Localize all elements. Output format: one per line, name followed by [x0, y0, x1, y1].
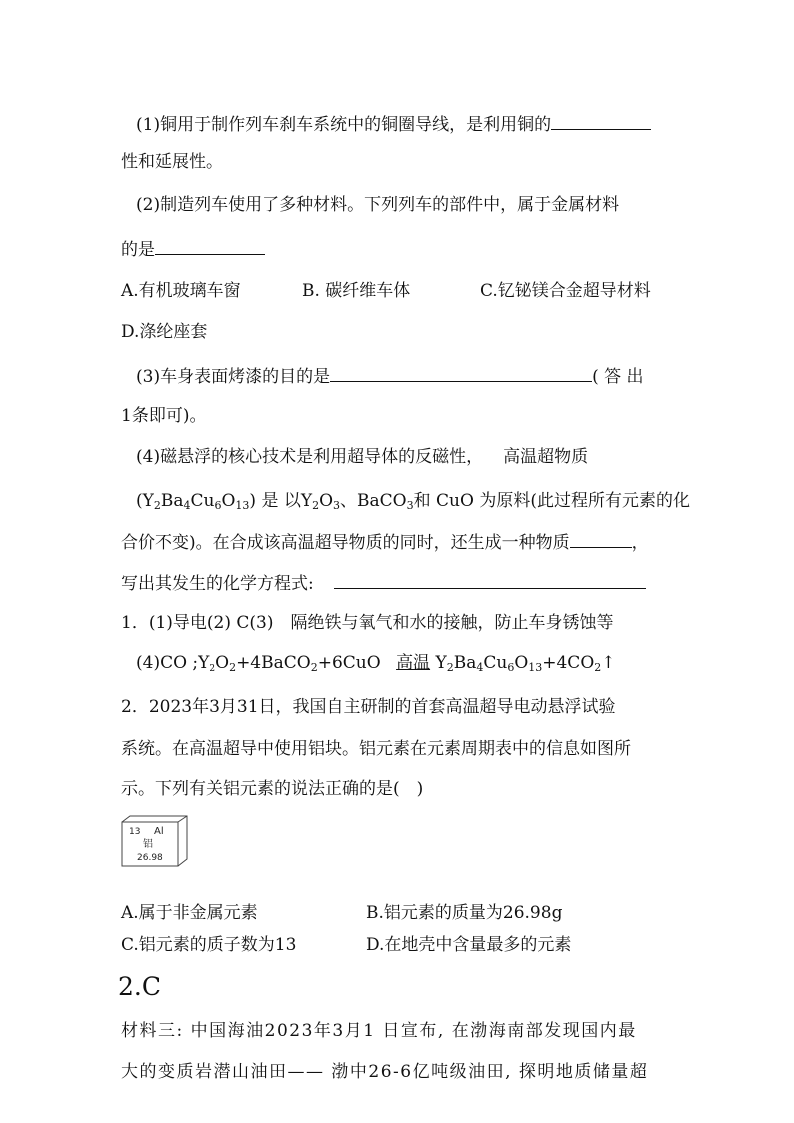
answer-2: 2.C: [118, 972, 161, 1001]
q1-part4-line1: (4)磁悬浮的核心技术是利用超导体的反磁性， 高温超物质: [136, 447, 589, 467]
q2-line2: 系统。在高温超导中使用铝块。铝元素在元素周期表中的信息如图所: [121, 739, 631, 759]
element-mass: 26.98: [137, 853, 163, 863]
q2-option-c: C.铝元素的质子数为13: [121, 935, 297, 955]
answer-blank[interactable]: [334, 572, 646, 589]
element-atomic-number: 13: [129, 827, 141, 837]
q1-part3-line2: 1条即可)。: [121, 406, 207, 426]
answer-blank[interactable]: [570, 531, 632, 548]
q1-option-c: C.钇铋镁合金超导材料: [480, 281, 651, 301]
element-symbol: Al: [154, 826, 164, 837]
material3-line1: 材料三: 中国海油2023年3月1 日宣布, 在渤海南部发现国内最: [121, 1021, 637, 1041]
q2-line1: 2．2023年3月31日，我国自主研制的首套高温超导电动悬浮试验: [121, 697, 616, 717]
q2-line3: 示。下列有关铝元素的说法正确的是( ): [121, 779, 424, 799]
answer-blank[interactable]: [330, 365, 592, 382]
q1-option-d: D.涤纶座套: [121, 322, 208, 342]
q1-part4-line2: $(Y_2Ba_4Cu_6O_{13})$ 是 以$Y_2O_3$、BaCO$_3$和 CuO 为原料(此过程所有元素的化: [136, 491, 690, 512]
q1-part1-line2: 性和延展性。: [121, 152, 223, 172]
q2-option-b: B.铝元素的质量为26.98g: [366, 903, 563, 923]
q1-option-a: A.有机玻璃车窗: [121, 281, 241, 301]
q1-part1-line1: (1)铜用于制作列车刹车系统中的铜圈导线，是利用铜的: [136, 113, 651, 136]
q1-part4-line3: 合价不变)。在合成该高温超导物质的同时，还生成一种物质 ，: [121, 533, 649, 553]
answer-blank[interactable]: [155, 238, 265, 255]
aluminum-element-card: [121, 815, 189, 867]
reaction-condition: 高温: [396, 653, 431, 673]
material3-line2: 大的变质岩潜山油田—— 渤中26-6亿吨级油田, 探明地质储量超: [121, 1062, 649, 1082]
q1-part4-line4: 写出其发生的化学方程式:: [121, 572, 646, 595]
element-name: 铝: [143, 839, 153, 850]
q2-option-a: A.属于非金属元素: [121, 903, 258, 923]
gas-arrow: ↑: [601, 653, 616, 673]
q1-part2-line2: 的是: [121, 238, 265, 261]
answer-1-line1: 1．(1)导电(2) C(3) 隔绝铁与氧气和水的接触，防止车身锈蚀等: [121, 613, 614, 633]
q1-part3-line1: (3)车身表面烤漆的目的是 ( 答 出: [136, 367, 644, 387]
q1-option-b: B. 碳纤维车体: [302, 281, 411, 301]
q2-option-d: D.在地壳中含量最多的元素: [366, 935, 572, 955]
answer-1-equation: (4)CO $;Y_2O_2+4BaCO_2+6CuO$ 高温 $Y_2Ba_4Cu_6O_{13}+4CO_2↑$: [136, 653, 616, 674]
q1-part2-line1: (2)制造列车使用了多种材料。下列列车的部件中，属于金属材料: [136, 195, 620, 215]
answer-blank[interactable]: [551, 113, 651, 130]
